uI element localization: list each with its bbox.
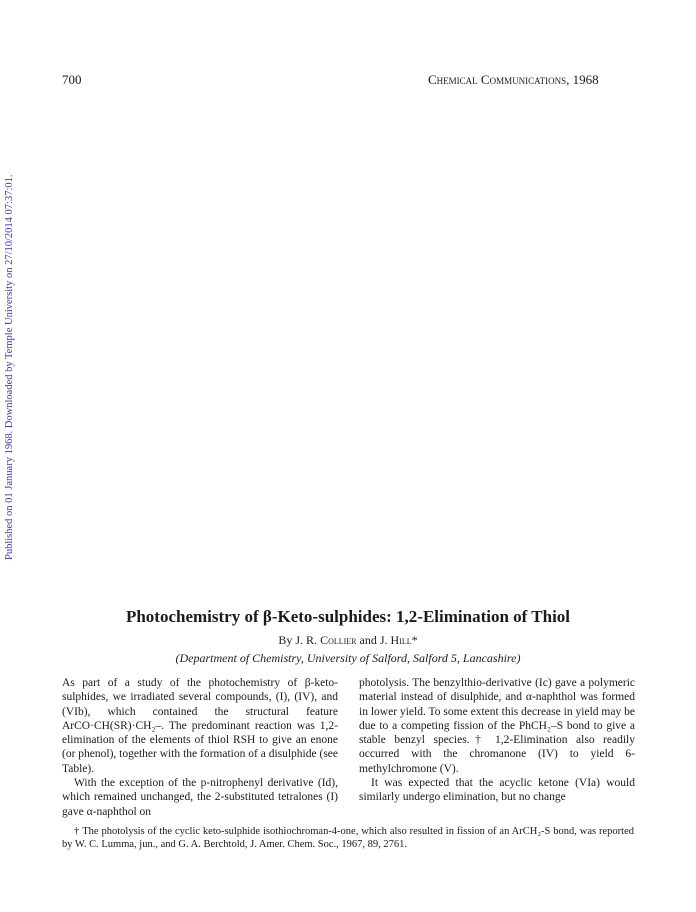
paragraph-acyclic: It was expected that the acyclic ketone (VIa) would similarly undergo elimination, but no change <box>359 777 635 804</box>
paragraph-exception: With the exception of the p-nitrophenyl derivative (Id), which remained unchanged, the 2-substituted tetralones (I) gave α-naphthol on <box>62 777 338 818</box>
footnote: † The photolysis of the cyclic keto-sulphide isothiochroman-4-one, which also resulted in fission of an ArCH₂-S bond, was reported by W. C. Lumma, jun., and G. A. Berchtold, J. Amer. Chem. Soc., 1967, 89, 2761. <box>62 826 634 850</box>
journal-header: Chemical Communications, 1968 <box>428 72 599 87</box>
page-number: 700 <box>62 72 82 87</box>
affiliation: (Department of Chemistry, University of Salford, Salford 5, Lancashire) <box>175 651 521 665</box>
download-stamp: Published on 01 January 1968. Downloaded by Temple University on 27/10/2014 07:37:01. <box>4 174 15 560</box>
authors <box>0 633 696 648</box>
authors-and: and J. <box>356 633 391 647</box>
article-title: Photochemistry of β-Keto-sulphides: 1,2-Elimination of Thiol <box>125 607 571 626</box>
paragraph-intro: As part of a study of the photochemistry of β-keto-sulphides, we irradiated several compounds, (I), (IV), and (VIb), which contained the structural feature ArCO·CH(SR)·CH₂–. The predominant reaction was 1,2-elimination of the elements of thiol RSH to give an enone (or phenol), together with the formation of a disulphide (see Table). <box>62 677 338 775</box>
authors-prefix: By J. R. <box>278 633 321 647</box>
author-collier: Collier <box>320 633 357 647</box>
column-right <box>359 676 635 805</box>
column-left <box>62 676 338 819</box>
paragraph-photolysis: photolysis. The benzylthio-derivative (Ic) gave a polymeric material instead of disulphide, and α-naphthol was formed in lower yield. To some extent this decrease in yield may be due to a competing fission of the PhCH₂–S bond to give a stable benzyl species.† 1,2-Elimination also readily occurred with the chromanone (IV) to yield 6-methylchromone (V). <box>359 677 635 775</box>
author-hill: Hill* <box>390 633 418 647</box>
